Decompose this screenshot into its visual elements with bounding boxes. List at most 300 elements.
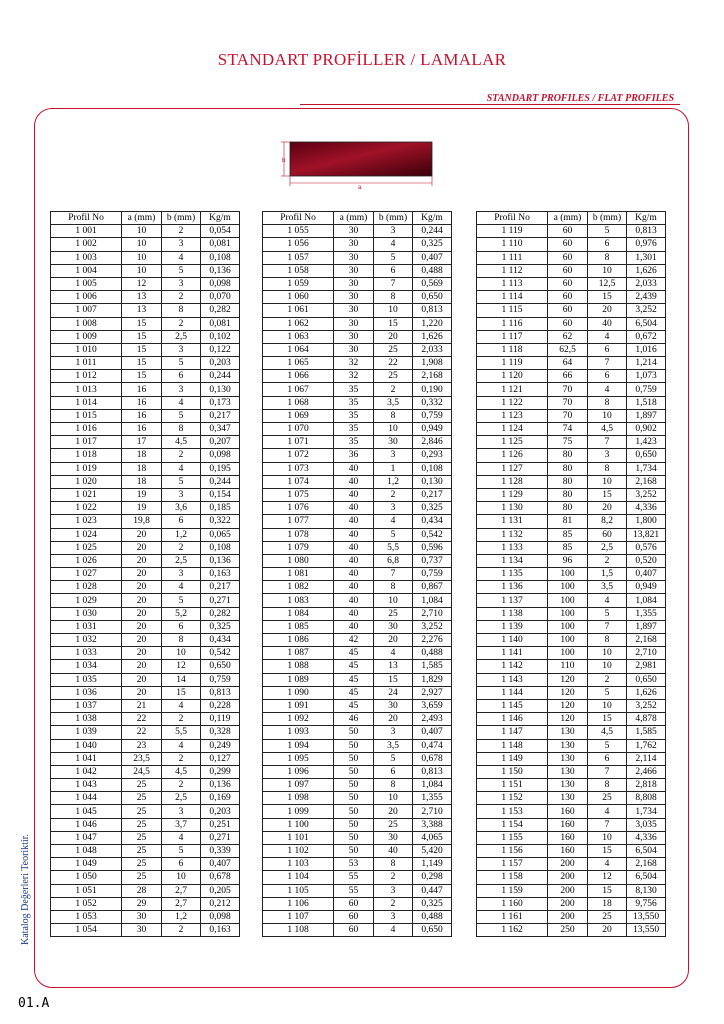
table-cell: 40 [588,317,627,330]
table-cell: 0,650 [627,449,666,462]
table-row [263,436,452,449]
table-row [263,568,452,581]
table-row [51,317,240,330]
table-cell: 4 [588,805,627,818]
table-cell: 1 144 [477,686,548,699]
table-row [477,752,666,765]
table-cell: 1,220 [413,317,452,330]
table-cell: 100 [548,607,588,620]
table-row [263,317,452,330]
table-cell: 5 [588,739,627,752]
table-row [51,264,240,277]
table-cell: 6 [588,238,627,251]
table-cell: 1 127 [477,462,548,475]
table-cell: 50 [334,752,374,765]
table-cell: 15 [588,291,627,304]
table-cell: 250 [548,924,588,937]
table-cell: 13,821 [627,528,666,541]
table-cell: 36 [334,449,374,462]
table-cell: 50 [334,765,374,778]
table-cell: 1 104 [263,871,334,884]
table-row [477,475,666,488]
table-row [477,409,666,422]
table-row [51,726,240,739]
table-cell: 0,867 [413,581,452,594]
table-cell: 1 088 [263,660,334,673]
table-cell: 10 [122,238,162,251]
profile-table-2 [262,211,452,937]
table-cell: 0,542 [201,647,240,660]
table-cell: 1 141 [477,647,548,660]
table-cell: 8 [588,396,627,409]
table-cell: 60 [548,264,588,277]
table-cell: 0,325 [413,238,452,251]
table-row [477,515,666,528]
table-cell: 120 [548,713,588,726]
table-cell: 0,185 [201,502,240,515]
table-cell: 8 [374,291,413,304]
table-cell: 5 [374,251,413,264]
table-row [477,805,666,818]
table-cell: 1 020 [51,475,122,488]
table-cell: 1 030 [51,607,122,620]
table-row [477,330,666,343]
table-cell: 20 [374,634,413,647]
table-row [51,871,240,884]
table-cell: 10 [588,699,627,712]
table-cell: 1 154 [477,818,548,831]
table-cell: 40 [334,620,374,633]
table-row [51,423,240,436]
table-cell: 30 [334,343,374,356]
table-cell: 1 122 [477,396,548,409]
table-cell: 1 085 [263,620,334,633]
table-cell: 1,897 [627,620,666,633]
table-cell: 2 [374,897,413,910]
table-cell: 1 099 [263,805,334,818]
table-cell: 40 [334,541,374,554]
table-row [477,686,666,699]
table-cell: 3 [162,568,201,581]
table-cell: 20 [122,541,162,554]
table-cell: 0,759 [413,568,452,581]
dimension-b-label: b [282,158,286,164]
table-cell: 30 [374,699,413,712]
table-cell: 1 096 [263,765,334,778]
table-cell: 1 151 [477,779,548,792]
table-row [263,409,452,422]
table-row [477,831,666,844]
table-row [477,436,666,449]
table-cell: 0,217 [201,409,240,422]
table-row [263,897,452,910]
table-row [263,752,452,765]
table-cell: 30 [374,831,413,844]
table-cell: 50 [334,818,374,831]
table-cell: 80 [548,488,588,501]
table-cell: 0,081 [201,317,240,330]
table-row [477,660,666,673]
table-row [263,858,452,871]
table-cell: 2 [162,541,201,554]
table-cell: 2,7 [162,884,201,897]
table-cell: 0,347 [201,423,240,436]
table-cell: 7 [588,765,627,778]
table-cell: 30 [122,924,162,937]
table-cell: 3,252 [413,620,452,633]
table-row [51,673,240,686]
table-row [263,726,452,739]
table-cell: 1,5 [588,568,627,581]
table-cell: 0,678 [413,752,452,765]
table-cell: 1 025 [51,541,122,554]
table-cell: 1 032 [51,634,122,647]
table-cell: 30 [334,277,374,290]
table-cell: 30 [334,291,374,304]
table-row [51,607,240,620]
table-cell: 1 121 [477,383,548,396]
table-cell: 2,168 [627,634,666,647]
table-cell: 8 [588,634,627,647]
table-row [477,884,666,897]
table-row [51,594,240,607]
table-row [477,713,666,726]
table-cell: 35 [334,423,374,436]
table-cell: 10 [122,264,162,277]
table-cell: 1 018 [51,449,122,462]
flat-profile-figure [278,138,438,190]
table-row [477,225,666,238]
table-cell: 1 007 [51,304,122,317]
table-cell: 1 023 [51,515,122,528]
table-cell: 40 [334,475,374,488]
table-cell: 5 [588,686,627,699]
table-cell: 1 048 [51,845,122,858]
table-row [263,502,452,515]
table-cell: 0,488 [413,647,452,660]
table-row [51,449,240,462]
table-cell: 1 059 [263,277,334,290]
table-cell: 4 [588,330,627,343]
table-cell: 13 [122,291,162,304]
table-cell: 4,5 [588,423,627,436]
table-cell: 1 053 [51,910,122,923]
table-cell: 1 105 [263,884,334,897]
table-cell: 160 [548,805,588,818]
table-cell: 15 [588,488,627,501]
table-cell: 1 153 [477,805,548,818]
table-cell: 55 [334,871,374,884]
table-row [263,330,452,343]
table-cell: 1 019 [51,462,122,475]
table-cell: 45 [334,660,374,673]
table-cell: 1 102 [263,845,334,858]
table-row [477,291,666,304]
table-cell: 1 098 [263,792,334,805]
table-cell: 1,897 [627,409,666,422]
table-cell: 35 [334,436,374,449]
table-cell: 15 [588,884,627,897]
table-row [477,554,666,567]
table-cell: 20 [122,594,162,607]
table-cell: 2,168 [413,370,452,383]
table-cell: 0,678 [201,871,240,884]
table-cell: 1 087 [263,647,334,660]
table-cell: 3,5 [374,739,413,752]
table-cell: 0,542 [413,528,452,541]
page-subtitle: STANDART PROFILES / FLAT PROFILES [486,93,674,104]
table-cell: 0,122 [201,343,240,356]
table-cell: 29 [122,897,162,910]
table-cell: 1 152 [477,792,548,805]
table-cell: 75 [548,436,588,449]
table-cell: 1 143 [477,673,548,686]
table-cell: 2,710 [413,607,452,620]
table-cell: 0,322 [201,515,240,528]
table-cell: 2 [374,488,413,501]
table-cell: 1 012 [51,370,122,383]
table-cell: 1 065 [263,357,334,370]
table-cell: 0,813 [413,765,452,778]
table-cell: 0,102 [201,330,240,343]
table-cell: 28 [122,884,162,897]
table-cell: 1 079 [263,541,334,554]
table-cell: 1 124 [477,423,548,436]
table-row [477,502,666,515]
table-row [51,568,240,581]
table-cell: 96 [548,554,588,567]
table-cell: 1 101 [263,831,334,844]
table-cell: 1 064 [263,343,334,356]
table-cell: 60 [548,225,588,238]
table-cell: 62,5 [548,343,588,356]
table-cell: 2 [162,779,201,792]
table-cell: 160 [548,818,588,831]
table-cell: 18 [122,449,162,462]
table-cell: 1 024 [51,528,122,541]
table-cell: 0,136 [201,264,240,277]
table-cell: 6 [162,620,201,633]
table-cell: 16 [122,409,162,422]
table-cell: 0,173 [201,396,240,409]
table-cell: 19,8 [122,515,162,528]
table-cell: 1 149 [477,752,548,765]
table-cell: 2,466 [627,765,666,778]
table-cell: 1 131 [477,515,548,528]
table-cell: 0,434 [201,634,240,647]
table-cell: 1 103 [263,858,334,871]
table-row [477,528,666,541]
column-header: a (mm) [334,212,374,225]
table-cell: 2,981 [627,660,666,673]
table-row [51,488,240,501]
table-cell: 10 [374,594,413,607]
table-cell: 1 083 [263,594,334,607]
table-cell: 25 [122,831,162,844]
table-row [51,910,240,923]
table-cell: 18 [122,462,162,475]
table-cell: 1,626 [627,264,666,277]
table-cell: 1,073 [627,370,666,383]
table-cell: 45 [334,686,374,699]
table-cell: 60 [548,277,588,290]
table-cell: 13 [122,304,162,317]
table-cell: 25 [588,910,627,923]
table-row [477,396,666,409]
table-row [263,818,452,831]
table-cell: 1 035 [51,673,122,686]
table-cell: 42 [334,634,374,647]
table-cell: 15 [162,686,201,699]
table-cell: 1 072 [263,449,334,462]
table-cell: 25 [374,343,413,356]
table-cell: 5 [374,528,413,541]
table-cell: 0,650 [413,924,452,937]
table-cell: 0,244 [201,370,240,383]
table-cell: 8,130 [627,884,666,897]
table-cell: 1 047 [51,831,122,844]
table-cell: 1 135 [477,568,548,581]
table-cell: 110 [548,660,588,673]
table-cell: 1 140 [477,634,548,647]
table-cell: 16 [122,383,162,396]
table-row [477,845,666,858]
table-row [477,568,666,581]
table-cell: 2 [162,752,201,765]
table-cell: 25 [374,370,413,383]
table-row [477,792,666,805]
table-cell: 0,325 [201,620,240,633]
table-cell: 30 [334,251,374,264]
table-cell: 3 [162,277,201,290]
table-cell: 53 [334,858,374,871]
table-cell: 60 [548,251,588,264]
table-cell: 4 [374,647,413,660]
table-cell: 1 066 [263,370,334,383]
table-cell: 0,576 [627,541,666,554]
table-row [477,357,666,370]
table-cell: 1,355 [627,607,666,620]
table-cell: 1 052 [51,897,122,910]
table-cell: 60 [588,528,627,541]
table-cell: 0,228 [201,699,240,712]
table-cell: 0,163 [201,924,240,937]
table-header-row [51,212,240,225]
table-cell: 1 129 [477,488,548,501]
table-cell: 0,434 [413,515,452,528]
table-cell: 10 [162,647,201,660]
table-cell: 6,8 [374,554,413,567]
table-row [263,765,452,778]
table-cell: 81 [548,515,588,528]
table-cell: 1,2 [162,910,201,923]
table-cell: 0,407 [201,858,240,871]
table-cell: 0,813 [413,304,452,317]
table-cell: 1 150 [477,765,548,778]
table-cell: 0,407 [413,726,452,739]
table-cell: 35 [334,383,374,396]
table-cell: 0,207 [201,436,240,449]
table-cell: 25 [122,871,162,884]
table-cell: 2,818 [627,779,666,792]
column-header: a (mm) [122,212,162,225]
table-cell: 4 [162,396,201,409]
table-cell: 1 033 [51,647,122,660]
table-cell: 1 031 [51,620,122,633]
table-row [51,686,240,699]
table-cell: 0,212 [201,897,240,910]
table-cell: 2 [162,924,201,937]
table-cell: 15 [588,713,627,726]
table-cell: 1 039 [51,726,122,739]
table-cell: 1 117 [477,330,548,343]
table-row [263,423,452,436]
table-cell: 17 [122,436,162,449]
table-cell: 30 [374,436,413,449]
table-row [263,383,452,396]
table-cell: 25 [588,792,627,805]
table-cell: 16 [122,423,162,436]
table-cell: 40 [334,568,374,581]
table-cell: 1 036 [51,686,122,699]
table-cell: 1,800 [627,515,666,528]
table-cell: 1 011 [51,357,122,370]
table-cell: 1 110 [477,238,548,251]
table-cell: 1 017 [51,436,122,449]
table-row [263,554,452,567]
table-cell: 0,203 [201,805,240,818]
table-row [263,871,452,884]
table-row [477,488,666,501]
table-cell: 1 148 [477,739,548,752]
table-cell: 0,407 [413,251,452,264]
table-row [263,805,452,818]
table-cell: 7 [588,436,627,449]
table-cell: 25 [374,818,413,831]
column-header: b (mm) [162,212,201,225]
table-cell: 1 040 [51,739,122,752]
table-cell: 60 [548,238,588,251]
table-cell: 1 111 [477,251,548,264]
table-cell: 3 [162,488,201,501]
table-cell: 24,5 [122,765,162,778]
table-cell: 3,252 [627,699,666,712]
table-row [477,726,666,739]
table-row [263,581,452,594]
table-cell: 6 [588,343,627,356]
table-cell: 4,336 [627,831,666,844]
table-row [263,910,452,923]
table-row [477,581,666,594]
table-cell: 10 [122,225,162,238]
table-cell: 50 [334,831,374,844]
table-row [51,805,240,818]
page-title: STANDART PROFİLLER / LAMALAR [217,50,507,69]
table-cell: 10 [122,251,162,264]
table-cell: 4 [162,251,201,264]
table-cell: 40 [374,845,413,858]
table-cell: 1 006 [51,291,122,304]
table-cell: 1 013 [51,383,122,396]
table-cell: 0,169 [201,792,240,805]
table-cell: 80 [548,502,588,515]
table-cell: 20 [122,581,162,594]
table-cell: 0,136 [201,779,240,792]
table-row [51,713,240,726]
table-cell: 85 [548,541,588,554]
table-cell: 50 [334,792,374,805]
table-cell: 50 [334,739,374,752]
